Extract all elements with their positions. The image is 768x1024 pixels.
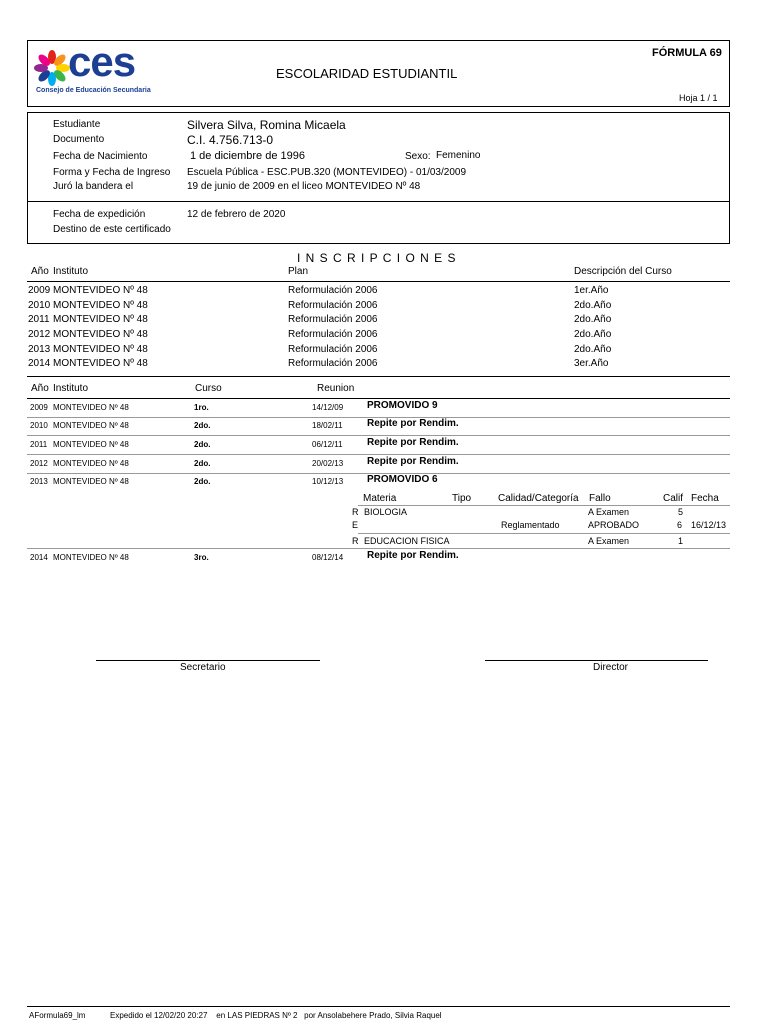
- secretario-signature-line: [96, 660, 320, 661]
- res-curso: 2do.: [194, 477, 211, 486]
- insc-plan: Reformulación 2006: [288, 358, 378, 369]
- expedicion-date: 12 de febrero de 2020: [187, 209, 286, 220]
- insc-plan: Reformulación 2006: [288, 300, 378, 311]
- insc-header-line: [27, 281, 730, 282]
- res-header-reunion: Reunion: [317, 383, 355, 394]
- logo-subtitle: Consejo de Educación Secundaria: [36, 87, 151, 94]
- res-reunion: 08/12/14: [312, 553, 344, 562]
- sub-calif: 5: [678, 507, 684, 517]
- res-resultado: PROMOVIDO 6: [367, 474, 438, 485]
- res-anio: 2009: [30, 403, 48, 412]
- sub-header-calif: Calif: [663, 493, 684, 504]
- sub-marker: E: [352, 520, 359, 530]
- student-box-divider: [27, 201, 730, 202]
- insc-anio: 2012: [28, 329, 51, 340]
- res-reunion: 20/02/13: [312, 459, 344, 468]
- insc-descripcion: 2do.Año: [574, 329, 612, 340]
- table-row: [0, 285, 768, 299]
- insc-instituto: MONTEVIDEO Nº 48: [53, 300, 148, 311]
- insc-instituto: MONTEVIDEO Nº 48: [53, 358, 148, 369]
- sub-header-calidad: Calidad/Categoría: [498, 493, 579, 504]
- table-row: [0, 455, 768, 474]
- table-row: [0, 329, 768, 343]
- label-ingreso: Forma y Fecha de Ingreso: [53, 167, 171, 178]
- sub-marker: R: [352, 536, 359, 546]
- res-anio: 2011: [30, 440, 48, 449]
- label-documento: Documento: [53, 134, 105, 145]
- sub-marker: R: [352, 507, 359, 517]
- res-resultado: PROMOVIDO 9: [367, 400, 438, 411]
- insc-header-instituto: Instituto: [53, 266, 89, 277]
- res-anio: 2013: [30, 477, 48, 486]
- label-destino: Destino de este certificado: [53, 224, 171, 235]
- res-anio: 2010: [30, 421, 48, 430]
- res-instituto: MONTEVIDEO Nº 48: [53, 477, 129, 486]
- footer-code: AFormula69_lm: [29, 1011, 86, 1020]
- res-curso: 3ro.: [194, 553, 209, 562]
- res-instituto: MONTEVIDEO Nº 48: [53, 403, 129, 412]
- insc-instituto: MONTEVIDEO Nº 48: [53, 344, 148, 355]
- sub-divider: [358, 533, 730, 534]
- res-header-instituto: Instituto: [53, 383, 89, 394]
- table-row: [0, 300, 768, 314]
- sub-header-fallo: Fallo: [589, 493, 611, 504]
- res-curso: 1ro.: [194, 403, 209, 412]
- res-instituto: MONTEVIDEO Nº 48: [53, 459, 129, 468]
- sub-fallo: A Examen: [588, 536, 630, 546]
- res-resultado: Repite por Rendim.: [367, 437, 459, 448]
- sub-calif: 6: [677, 520, 683, 530]
- table-row: [0, 358, 768, 372]
- table-row: [0, 314, 768, 328]
- res-curso: 2do.: [194, 459, 211, 468]
- res-curso: 2do.: [194, 421, 211, 430]
- label-expedicion: Fecha de expedición: [53, 209, 146, 220]
- sex-value: Femenino: [436, 150, 481, 161]
- insc-plan: Reformulación 2006: [288, 314, 378, 325]
- res-resultado: Repite por Rendim.: [367, 550, 459, 561]
- table-row: [0, 549, 768, 568]
- insc-anio: 2014: [28, 358, 51, 369]
- insc-anio: 2009: [28, 285, 51, 296]
- res-anio: 2012: [30, 459, 48, 468]
- insc-instituto: MONTEVIDEO Nº 48: [53, 285, 148, 296]
- insc-instituto: MONTEVIDEO Nº 48: [53, 329, 148, 340]
- director-signature-line: [485, 660, 708, 661]
- formula-label: FÓRMULA 69: [652, 47, 722, 59]
- insc-anio: 2013: [28, 344, 51, 355]
- res-instituto: MONTEVIDEO Nº 48: [53, 421, 129, 430]
- res-resultado: Repite por Rendim.: [367, 418, 459, 429]
- res-header-curso: Curso: [195, 383, 222, 394]
- label-estudiante: Estudiante: [53, 119, 101, 130]
- results-top-line: [27, 376, 730, 377]
- sub-fallo: APROBADO: [588, 520, 640, 530]
- flower-icon: [32, 48, 72, 88]
- insc-descripcion: 2do.Año: [574, 300, 612, 311]
- sub-calidad: Reglamentado: [501, 520, 560, 530]
- insc-header-plan: Plan: [288, 266, 309, 277]
- insc-header-anio: Año: [31, 266, 49, 277]
- sub-calif: 1: [678, 536, 684, 546]
- student-bandera: 19 de junio de 2009 en el liceo MONTEVIDEO Nº 48: [187, 181, 421, 192]
- insc-header-descripcion: Descripción del Curso: [574, 266, 672, 277]
- res-curso: 2do.: [194, 440, 211, 449]
- res-anio: 2014: [30, 553, 48, 562]
- res-reunion: 06/12/11: [312, 440, 343, 449]
- student-document: C.I. 4.756.713-0: [187, 133, 274, 147]
- table-row: [0, 473, 768, 492]
- student-birth-date: 1 de diciembre de 1996: [190, 150, 305, 162]
- document-title: ESCOLARIDAD ESTUDIANTIL: [276, 66, 458, 81]
- sub-materia: EDUCACION FISICA: [364, 536, 450, 546]
- res-resultado: Repite por Rendim.: [367, 456, 459, 467]
- insc-anio: 2011: [28, 314, 50, 325]
- insc-plan: Reformulación 2006: [288, 344, 378, 355]
- insc-anio: 2010: [28, 300, 51, 311]
- logo-text: ces: [68, 38, 136, 85]
- footer-expedido: Expedido el 12/02/20 20:27 en LAS PIEDRAS Nº 2 por Ansolabehere Prado, Silvia Raquel: [110, 1011, 442, 1020]
- insc-instituto: MONTEVIDEO Nº 48: [53, 314, 148, 325]
- footer-line: [27, 1006, 730, 1007]
- director-label: Director: [593, 662, 629, 673]
- insc-descripcion: 1er.Año: [574, 285, 609, 296]
- page-indicator: Hoja 1 / 1: [679, 93, 718, 103]
- sub-header-tipo: Tipo: [452, 493, 472, 504]
- label-bandera: Juró la bandera el: [53, 181, 134, 192]
- sub-materia: BIOLOGIA: [364, 507, 408, 517]
- res-reunion: 14/12/09: [312, 403, 344, 412]
- res-header-anio: Año: [31, 383, 49, 394]
- insc-descripcion: 2do.Año: [574, 314, 612, 325]
- student-ingreso: Escuela Pública - ESC.PUB.320 (MONTEVIDEO) - 01/03/2009: [187, 167, 467, 178]
- res-reunion: 18/02/11: [312, 421, 343, 430]
- sub-header-line: [358, 505, 730, 506]
- res-reunion: 10/12/13: [312, 477, 344, 486]
- sub-header-fecha: Fecha: [691, 493, 719, 504]
- sub-fecha: 16/12/13: [691, 520, 727, 530]
- student-name: Silvera Silva, Romina Micaela: [187, 118, 346, 132]
- ces-logo: [32, 38, 152, 98]
- insc-plan: Reformulación 2006: [288, 329, 378, 340]
- table-row: [0, 417, 768, 436]
- secretario-label: Secretario: [180, 662, 226, 673]
- table-row: [0, 399, 768, 418]
- table-row: [0, 436, 768, 455]
- res-instituto: MONTEVIDEO Nº 48: [53, 553, 129, 562]
- res-instituto: MONTEVIDEO Nº 48: [53, 440, 129, 449]
- insc-descripcion: 2do.Año: [574, 344, 612, 355]
- table-row: [0, 344, 768, 358]
- inscripciones-title: I N S C R I P C I O N E S: [297, 251, 457, 265]
- sex-label: Sexo:: [405, 151, 431, 162]
- sub-fallo: A Examen: [588, 507, 630, 517]
- insc-descripcion: 3er.Año: [574, 358, 609, 369]
- insc-plan: Reformulación 2006: [288, 285, 378, 296]
- sub-header-materia: Materia: [363, 493, 397, 504]
- label-nacimiento: Fecha de Nacimiento: [53, 151, 148, 162]
